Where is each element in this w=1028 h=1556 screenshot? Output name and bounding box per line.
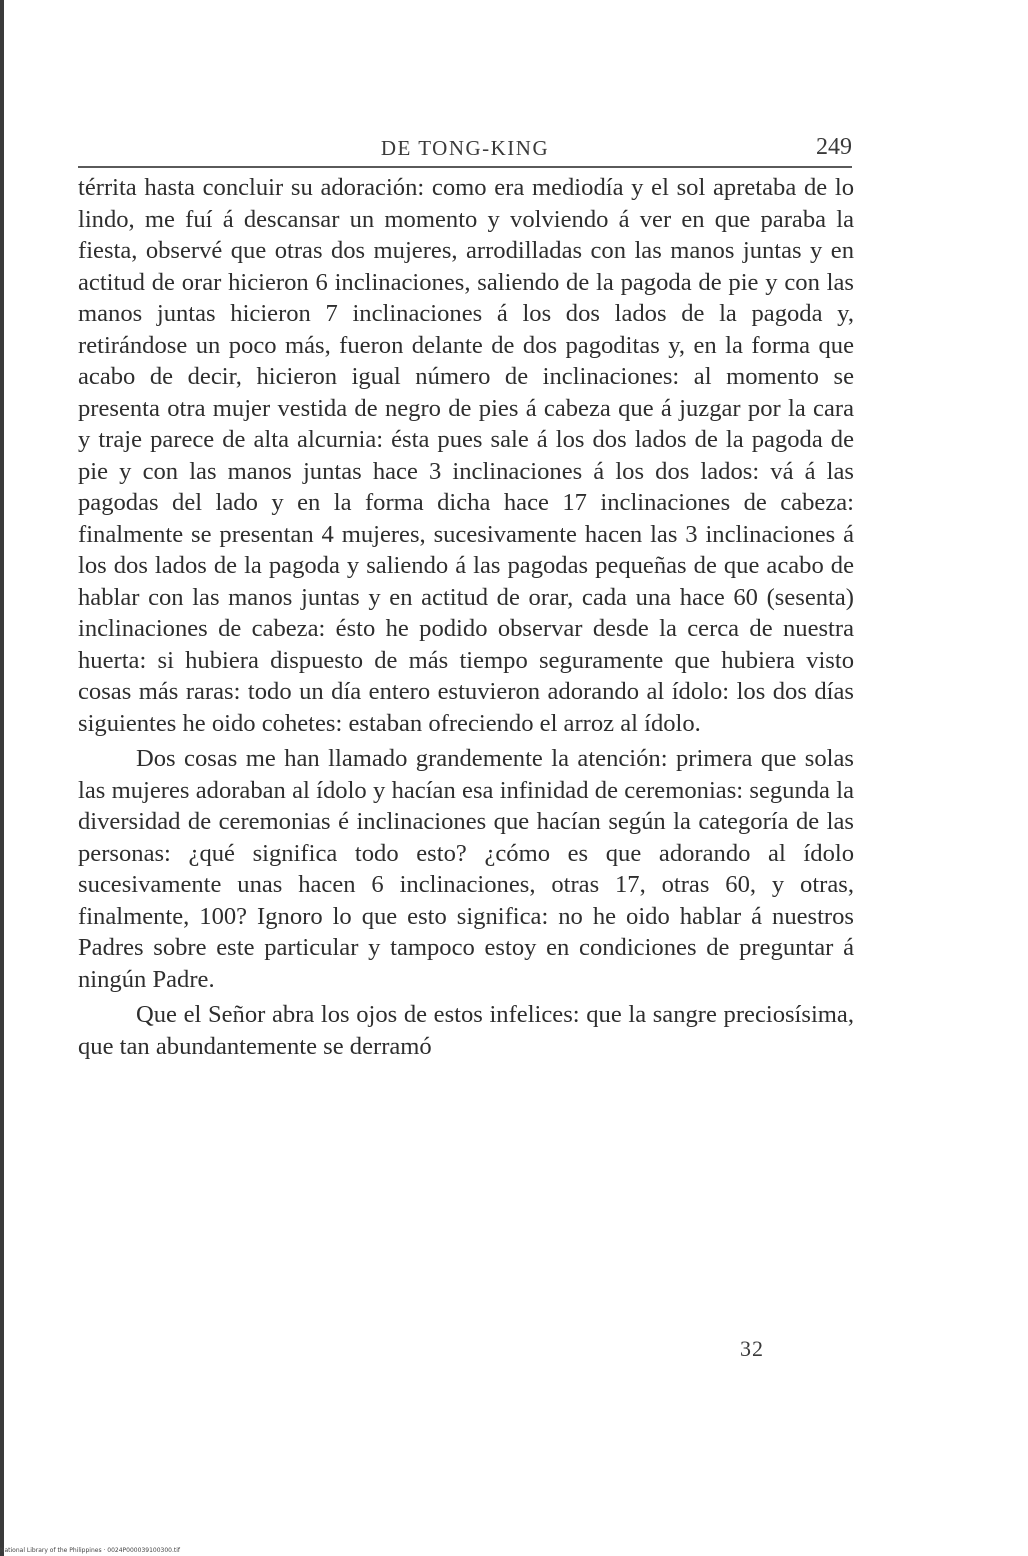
body-text: [78, 172, 854, 1062]
paragraph-1: térrita hasta concluir su adoración: como era mediodía y el sol apretaba de lo lindo, me fuí á descansar un momento y volviendo á ver en que paraba la fiesta, observé que otras dos mujeres, arrodilladas con las manos juntas y en actitud de orar hicieron 6 inclinaciones, saliendo de la pagoda de pie y con las manos juntas hicieron 7 inclinaciones á los dos lados de la pagoda y, retirándose un poco más, fueron delante de dos pagoditas y, en la forma que acabo de decir, hicieron igual número de inclinaciones: al momento se presenta otra mujer vestida de negro de pies á cabeza que á juzgar por la cara y traje parece de alta alcurnia: ésta pues sale á los dos lados de la pagoda de pie y con las manos juntas hace 3 inclinaciones á los dos lados: vá á las pagodas del lado y en la forma dicha hace 17 inclinaciones de cabeza: finalmente se presentan 4 mujeres, sucesivamente hacen las 3 inclinaciones á los dos lados de la pagoda y saliendo á las pagodas pequeñas de que acabo de hablar con las manos juntas y en actitud de orar, cada una hace 60 (sesenta) inclinaciones de cabeza: ésto he podido observar desde la cerca de nuestra huerta: si hubiera dispuesto de más tiempo seguramente que hubiera visto cosas más raras: todo un día entero estuvieron adorando al ídolo: los dos días siguientes he oido cohetes: estaban ofreciendo el arroz al ídolo.: [78, 174, 854, 737]
header-rule: [78, 166, 852, 168]
page-binding-edge: [0, 0, 4, 1556]
page-number: 249: [816, 134, 852, 160]
paragraph-3: Que el Señor abra los ojos de estos infelices: que la sangre preciosísima, que tan abundantemente se derramó: [78, 1001, 854, 1060]
scan-credit: National Library of the Philippines · 0024P000039100300.tif: [0, 1547, 181, 1554]
paragraph-2: Dos cosas me han llamado grandemente la atención: primera que solas las mujeres adoraban al ídolo y hacían esa infinidad de ceremonias: segunda la diversidad de ceremonias é inclinaciones que hacían según la categoría de las personas: ¿qué significa todo esto? ¿cómo es que adorando al ídolo sucesivamente unas hacen 6 inclinaciones, otras 17, otras 60, y otras, finalmente, 100? Ignoro lo que esto significa: no he oido hablar á nuestros Padres sobre este particular y tampoco estoy en condiciones de preguntar á ningún Padre.: [78, 745, 854, 993]
signature-mark: 32: [740, 1336, 764, 1361]
running-head: DE TONG-KING: [380, 136, 550, 160]
page-header: [78, 136, 852, 166]
